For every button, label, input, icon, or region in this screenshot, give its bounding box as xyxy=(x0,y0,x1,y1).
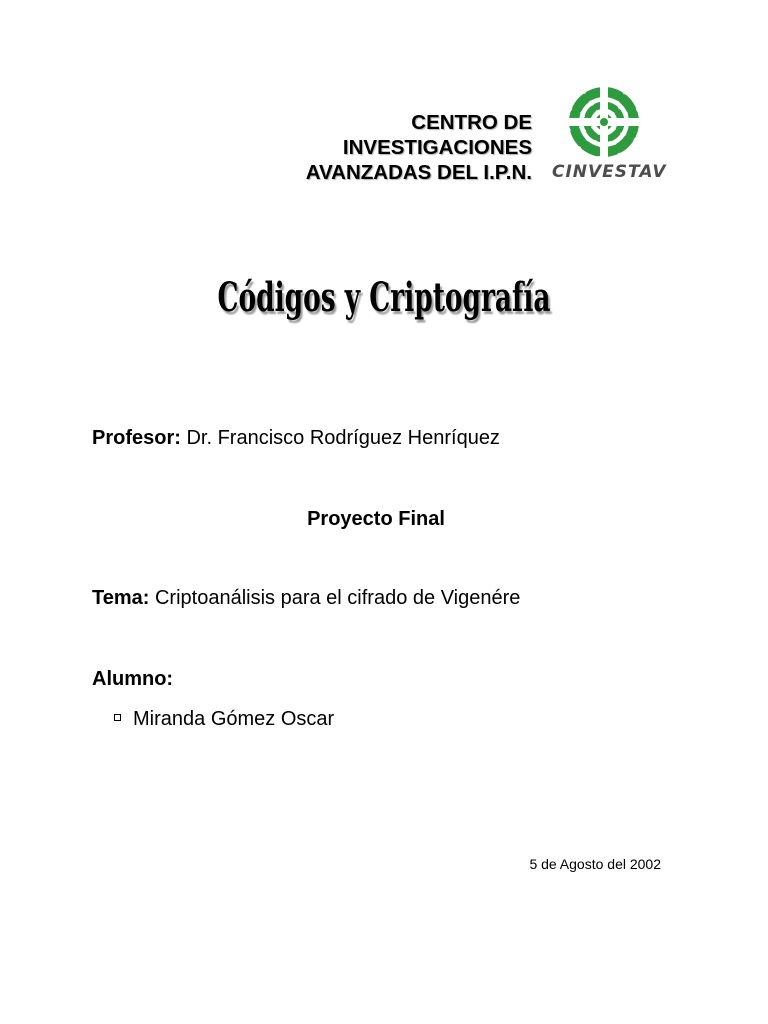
institution-name xyxy=(132,110,532,185)
tema-value: Criptoanálisis para el cifrado de Vigenére xyxy=(154,587,521,609)
alumno-label: Alumno: xyxy=(92,668,174,690)
proyecto-heading: Proyecto Final xyxy=(307,508,445,530)
student-name: Miranda Gómez Oscar xyxy=(133,708,335,730)
logo-text: CINVESTAV xyxy=(552,162,667,182)
tema-line xyxy=(92,585,520,611)
tema-label: Tema: xyxy=(92,587,150,609)
document-title: Códigos y Criptografía xyxy=(217,274,551,321)
institution-line: CENTRO DE xyxy=(411,111,532,134)
square-bullet-icon xyxy=(114,714,121,721)
cinvestav-emblem-icon xyxy=(564,82,644,162)
profesor-line xyxy=(92,425,500,451)
institution-line: AVANZADAS DEL I.P.N. xyxy=(305,161,532,184)
profesor-name: Dr. Francisco Rodríguez Henríquez xyxy=(186,427,500,449)
institution-line: INVESTIGACIONES xyxy=(342,136,532,159)
profesor-label: Profesor: xyxy=(92,427,181,449)
cinvestav-logo xyxy=(548,82,666,192)
student-list-item xyxy=(114,706,334,732)
document-date: 5 de Agosto del 2002 xyxy=(529,856,661,872)
